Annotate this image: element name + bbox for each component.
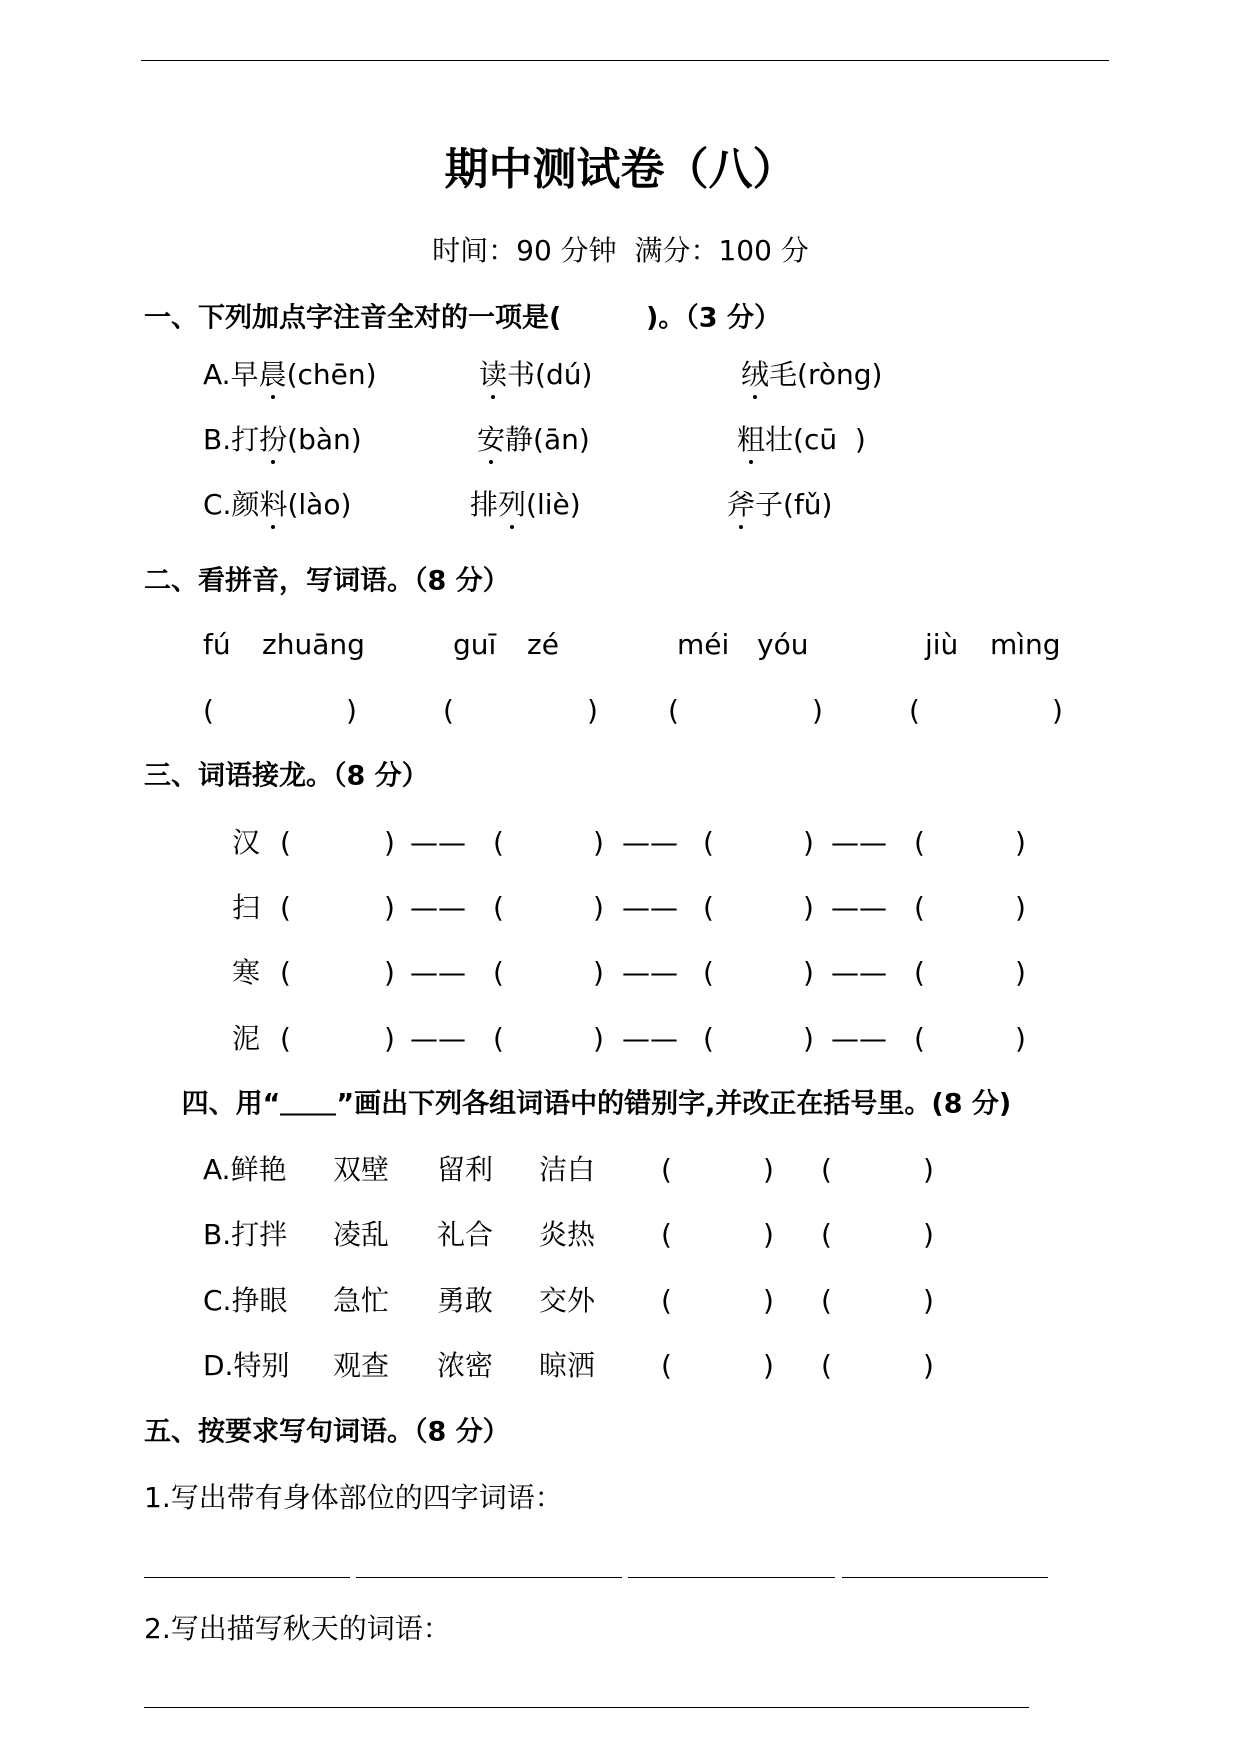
- bracket-close: ): [593, 956, 604, 989]
- bracket-open: (: [203, 694, 214, 727]
- bracket-open: (: [703, 826, 714, 859]
- dotted-character: 粗: [737, 423, 766, 456]
- bracket-close: ): [923, 1153, 934, 1186]
- pinyin-syllable: jiù: [925, 628, 959, 661]
- pinyin-syllable: mìng: [990, 628, 1061, 661]
- option-c-word-3: [727, 488, 833, 521]
- bracket-close: ): [593, 826, 604, 859]
- bracket-open: (: [280, 956, 291, 989]
- option-text: 静(ān): [505, 423, 590, 456]
- group-word: 留利: [437, 1153, 494, 1186]
- group-word: 炎热: [539, 1218, 596, 1251]
- bracket-open: (: [280, 826, 291, 859]
- option-text: 毛(ròng): [769, 358, 883, 391]
- bracket-close: ): [346, 694, 357, 727]
- dotted-character: 绒: [741, 358, 770, 391]
- bracket-open: (: [280, 1022, 291, 1055]
- bracket-open: (: [914, 891, 925, 924]
- option-b-word-1: [203, 423, 362, 456]
- pinyin-syllable: zhuāng: [262, 628, 365, 661]
- chain-dash: ——: [410, 1022, 466, 1055]
- section-1-heading: 一、下列加点字注音全对的一项是( )。（3 分）: [144, 302, 781, 334]
- group-word: 观查: [333, 1349, 390, 1382]
- section-4-heading: [144, 1064, 1011, 1145]
- bracket-close: ): [1015, 956, 1026, 989]
- option-text: (lào): [287, 488, 352, 521]
- bracket-close: ): [763, 1349, 774, 1382]
- chain-start-character: 泥: [232, 1022, 261, 1055]
- bracket-close: ): [593, 1022, 604, 1055]
- group-word: 礼合: [437, 1218, 494, 1251]
- dotted-character: 料: [259, 488, 288, 521]
- top-rule: [141, 60, 1109, 61]
- chain-dash: ——: [831, 956, 887, 989]
- bracket-open: (: [909, 694, 920, 727]
- bracket-close: ): [923, 1349, 934, 1382]
- group-word: 晾洒: [539, 1349, 596, 1382]
- bracket-close: ): [384, 891, 395, 924]
- bracket-close: ): [384, 1022, 395, 1055]
- chain-dash: ——: [410, 956, 466, 989]
- pinyin-syllable: méi: [677, 628, 730, 661]
- bracket-close: ): [812, 694, 823, 727]
- option-text: 排: [470, 488, 499, 521]
- dotted-character: 斧: [727, 488, 756, 521]
- option-text: 壮(cū ): [765, 423, 866, 456]
- option-c-word-1: [203, 488, 352, 521]
- bracket-open: (: [821, 1218, 832, 1251]
- bracket-close: ): [763, 1218, 774, 1251]
- group-word: 凌乱: [333, 1218, 390, 1251]
- bracket-open: (: [493, 956, 504, 989]
- chain-start-character: 汉: [232, 826, 261, 859]
- bracket-open: (: [661, 1349, 672, 1382]
- bracket-open: (: [703, 1022, 714, 1055]
- dotted-character: 扮: [259, 423, 288, 456]
- bracket-close: ): [1015, 826, 1026, 859]
- section-4-heading-prefix: 四、用“: [181, 1088, 281, 1120]
- bracket-open: (: [661, 1218, 672, 1251]
- bracket-close: ): [763, 1284, 774, 1317]
- question-2: 2.写出描写秋天的词语：: [144, 1612, 451, 1645]
- option-a-word-1: [203, 358, 377, 391]
- bracket-open: (: [493, 826, 504, 859]
- bracket-close: ): [923, 1218, 934, 1251]
- option-text: C.颜: [203, 488, 260, 521]
- answer-line-q2: [144, 1707, 1029, 1708]
- bracket-open: (: [703, 891, 714, 924]
- bracket-open: (: [914, 1022, 925, 1055]
- bracket-close: ): [763, 1153, 774, 1186]
- section-2-heading: 二、看拼音，写词语。（8 分）: [144, 565, 510, 597]
- bracket-open: (: [703, 956, 714, 989]
- group-label-word: B.打拌: [203, 1218, 288, 1251]
- underline-sample: [280, 1092, 336, 1116]
- option-b-word-2: [477, 423, 590, 456]
- chain-dash: ——: [622, 1022, 678, 1055]
- group-word: 勇敢: [437, 1284, 494, 1317]
- option-text: 书(dú): [507, 358, 593, 391]
- group-word: 双壁: [333, 1153, 390, 1186]
- chain-dash: ——: [831, 891, 887, 924]
- group-label-word: D.特别: [203, 1349, 290, 1382]
- option-b-word-3: [737, 423, 866, 456]
- bracket-open: (: [661, 1284, 672, 1317]
- bracket-close: ): [1052, 694, 1063, 727]
- bracket-open: (: [821, 1284, 832, 1317]
- option-text: (liè): [526, 488, 581, 521]
- chain-start-character: 扫: [232, 891, 261, 924]
- bracket-open: (: [493, 891, 504, 924]
- chain-dash: ——: [622, 891, 678, 924]
- option-text: A.早: [203, 358, 259, 391]
- answer-line-q1: [144, 1577, 350, 1578]
- pinyin-syllable: guī: [453, 628, 497, 661]
- group-word: 浓密: [437, 1349, 494, 1382]
- page-title: 期中测试卷（八）: [444, 144, 797, 195]
- chain-start-character: 寒: [232, 956, 261, 989]
- exam-info: 时间：90 分钟 满分：100 分: [432, 234, 809, 267]
- dotted-character: 晨: [258, 358, 287, 391]
- chain-dash: ——: [831, 826, 887, 859]
- pinyin-syllable: yóu: [757, 628, 809, 661]
- option-text: (chēn): [286, 358, 377, 391]
- option-a-word-2: [479, 358, 593, 391]
- group-label-word: C.挣眼: [203, 1284, 288, 1317]
- bracket-open: (: [821, 1349, 832, 1382]
- bracket-open: (: [661, 1153, 672, 1186]
- group-label-word: A.鲜艳: [203, 1153, 287, 1186]
- chain-dash: ——: [831, 1022, 887, 1055]
- bracket-close: ): [384, 826, 395, 859]
- bracket-close: ): [593, 891, 604, 924]
- bracket-close: ): [803, 1022, 814, 1055]
- answer-line-q1: [356, 1577, 622, 1578]
- group-word: 交外: [539, 1284, 596, 1317]
- bracket-close: ): [1015, 891, 1026, 924]
- option-a-word-3: [741, 358, 883, 391]
- bracket-open: (: [493, 1022, 504, 1055]
- section-3-heading: 三、词语接龙。（8 分）: [144, 760, 429, 792]
- dotted-character: 列: [498, 488, 527, 521]
- bracket-open: (: [914, 956, 925, 989]
- chain-dash: ——: [622, 826, 678, 859]
- bracket-open: (: [443, 694, 454, 727]
- question-1: 1.写出带有身体部位的四字词语：: [144, 1481, 563, 1514]
- bracket-close: ): [384, 956, 395, 989]
- answer-line-q1: [842, 1577, 1048, 1578]
- dotted-character: 读: [479, 358, 508, 391]
- bracket-open: (: [914, 826, 925, 859]
- pinyin-syllable: zé: [527, 628, 559, 661]
- chain-dash: ——: [410, 826, 466, 859]
- bracket-open: (: [821, 1153, 832, 1186]
- option-text: (bàn): [287, 423, 362, 456]
- option-text: B.打: [203, 423, 260, 456]
- bracket-close: ): [803, 956, 814, 989]
- bracket-close: ): [587, 694, 598, 727]
- bracket-close: ): [1015, 1022, 1026, 1055]
- group-word: 急忙: [333, 1284, 390, 1317]
- chain-dash: ——: [622, 956, 678, 989]
- section-5-heading: 五、按要求写句词语。（8 分）: [144, 1416, 510, 1448]
- pinyin-syllable: fú: [203, 628, 231, 661]
- bracket-close: ): [803, 891, 814, 924]
- option-text: 子(fǔ): [755, 488, 833, 521]
- dotted-character: 安: [477, 423, 506, 456]
- bracket-open: (: [280, 891, 291, 924]
- section-4-heading-suffix: ”画出下列各组词语中的错别字,并改正在括号里。(8 分): [336, 1088, 1012, 1120]
- chain-dash: ——: [410, 891, 466, 924]
- bracket-close: ): [803, 826, 814, 859]
- option-c-word-2: [470, 488, 581, 521]
- group-word: 洁白: [539, 1153, 596, 1186]
- answer-line-q1: [628, 1577, 835, 1578]
- bracket-open: (: [668, 694, 679, 727]
- bracket-close: ): [923, 1284, 934, 1317]
